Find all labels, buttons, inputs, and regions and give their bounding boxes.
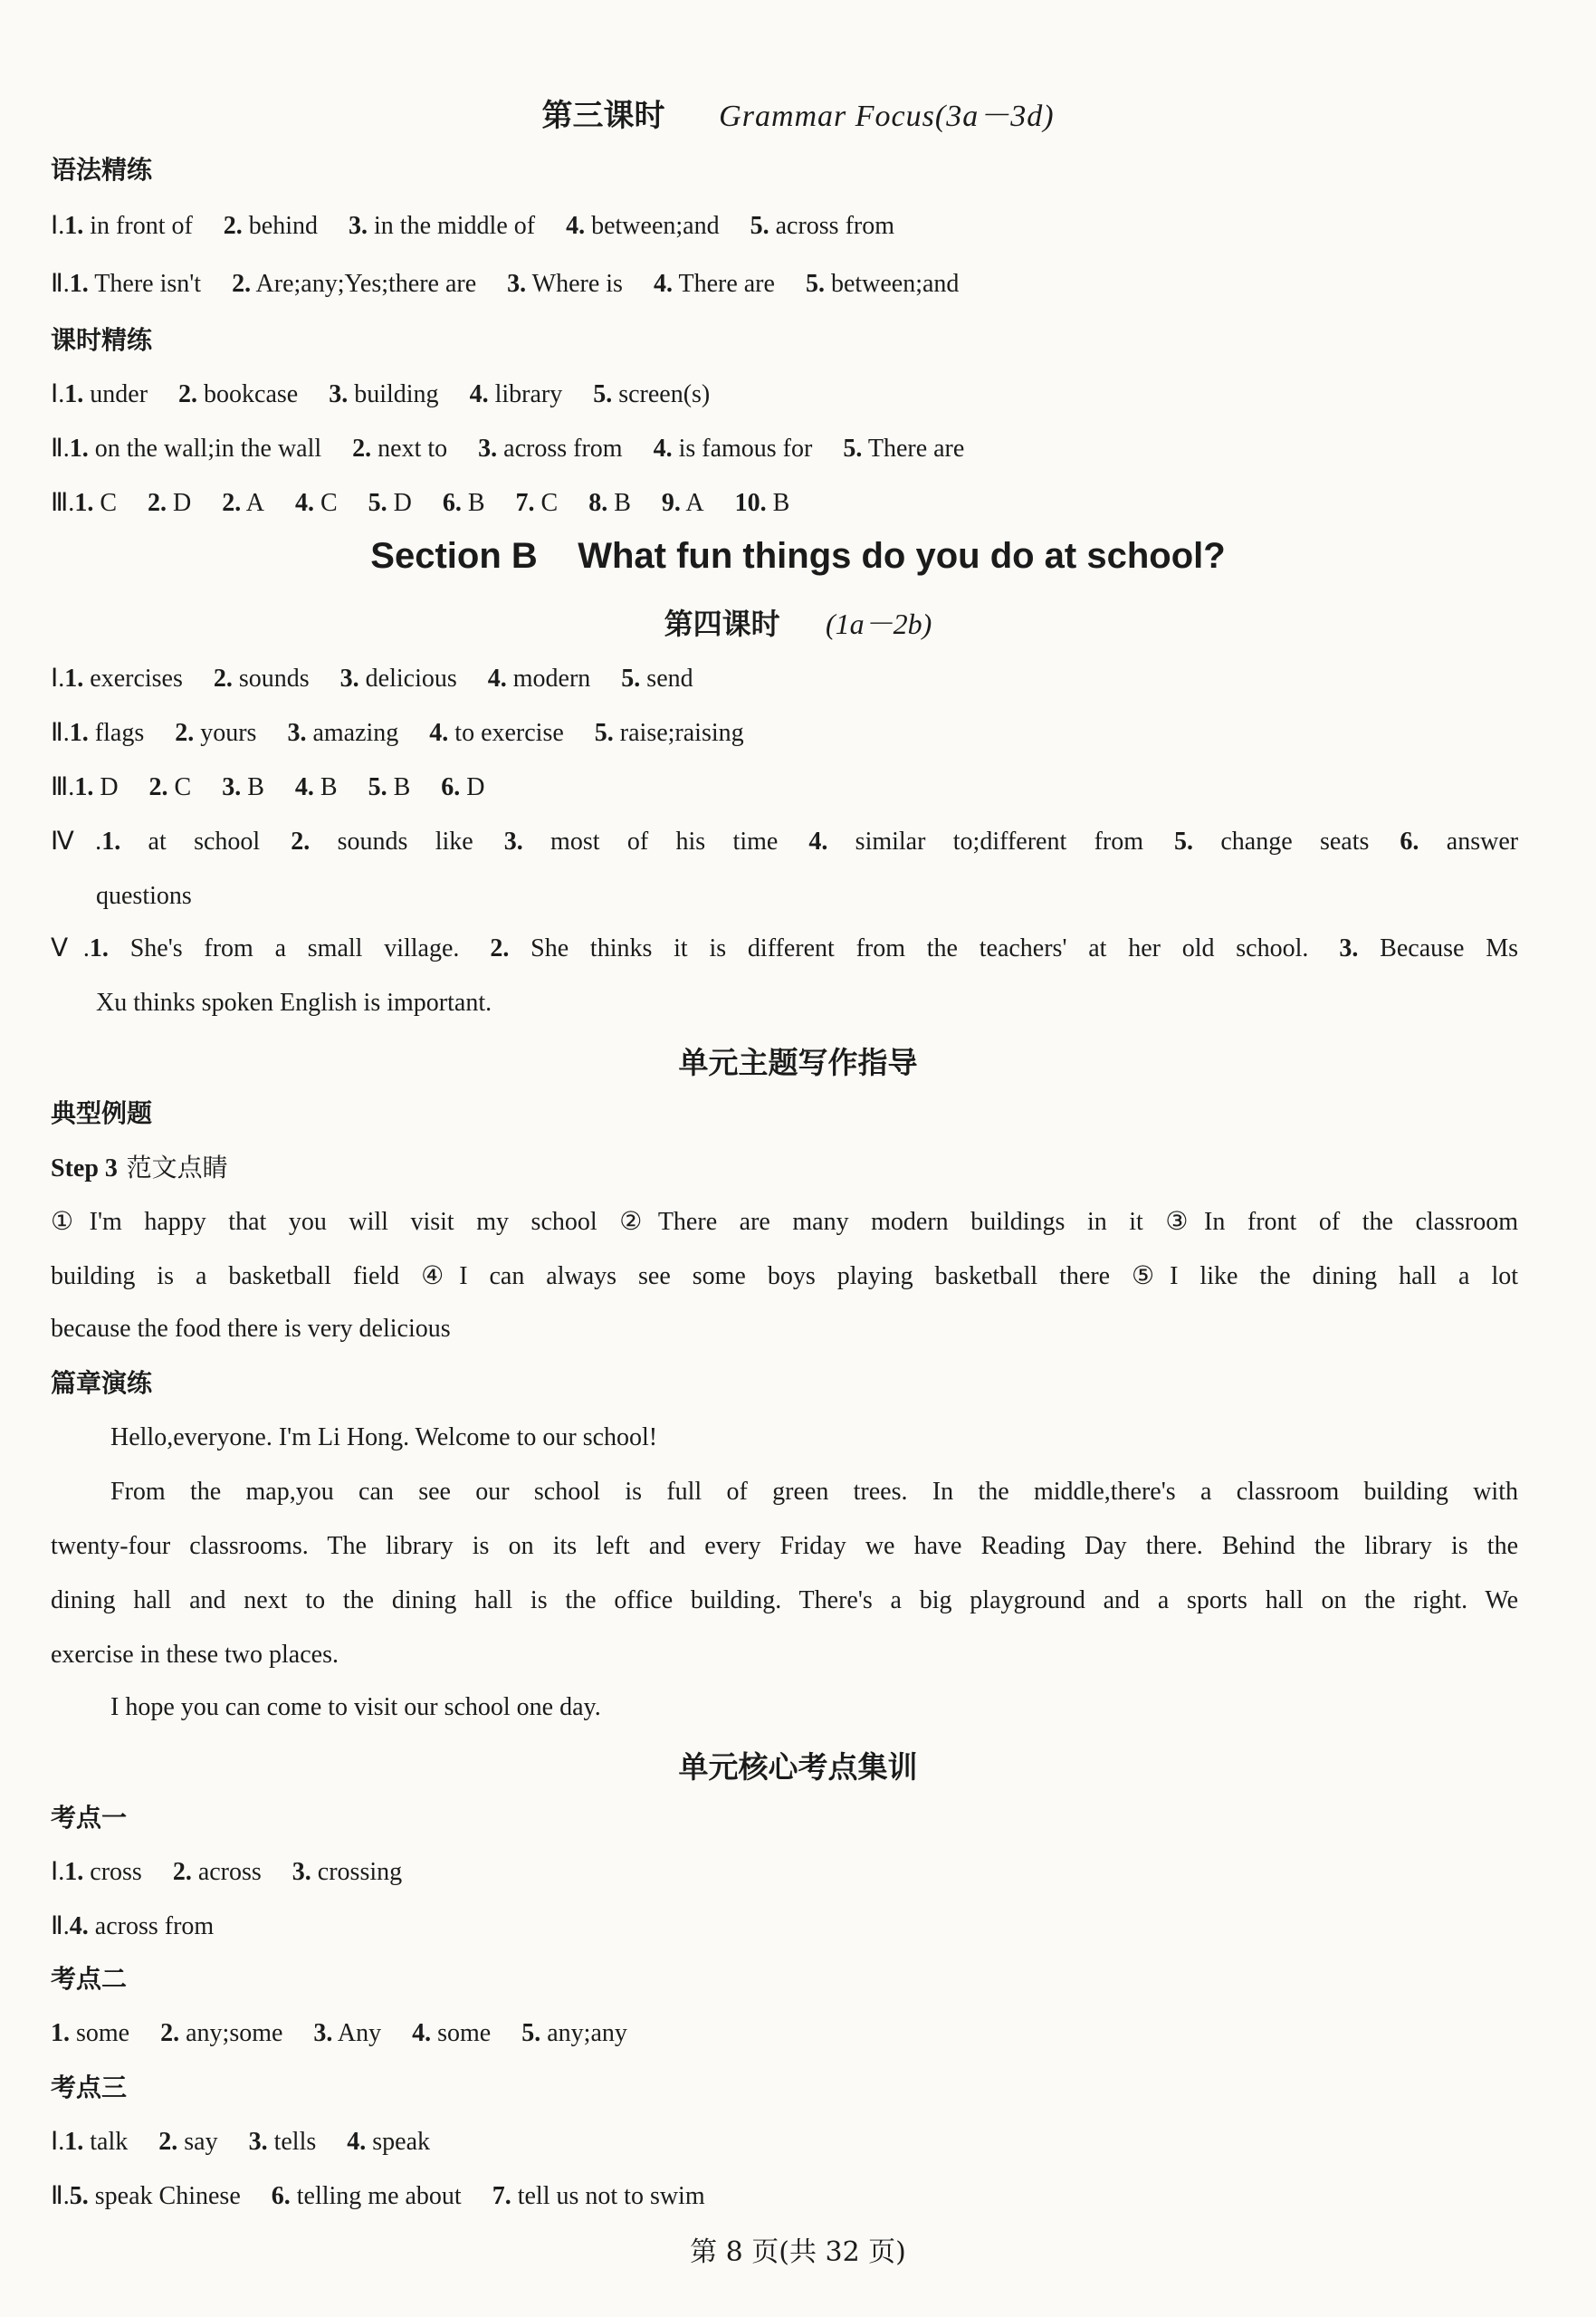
item-number: 4. [808,828,828,856]
item-answer: B [614,489,631,517]
roman-numeral: Ⅱ. [51,2182,70,2210]
item-number: 2. [172,1858,192,1886]
item-number: 1. [64,212,84,240]
core-k3-II-row [51,2180,1518,2213]
practice-heading: 课时精练 [51,325,153,355]
grammar-II-row [51,268,1518,301]
item-answer: talk [90,2128,129,2156]
item-number: 2. [352,435,372,463]
item-number: 3. [503,828,523,856]
item-answer: speak Chinese [94,2182,241,2210]
item-number: 8. [588,489,608,517]
core-k1-II-row [51,1910,1518,1943]
roman-numeral: Ⅲ. [51,773,75,801]
item-number: 2. [158,2128,178,2156]
item-number: 2. [490,934,510,962]
item-number: 1. [64,1858,84,1886]
item-number: 4. [347,2128,367,2156]
item-number: 4. [69,1912,89,1940]
item-number: 5. [1174,828,1193,856]
item-answer: Because Ms [1380,934,1518,962]
lesson4-title-cn: 第四课时 [664,607,780,641]
item-number: 1. [69,270,89,298]
item-answer: sounds [238,665,310,693]
roman-numeral: Ⅱ. [51,1912,70,1940]
roman-numeral: Ⅱ. [51,270,70,298]
item-number: 1. [64,2128,84,2156]
core-title: 单元核心考点集训 [678,1749,918,1785]
practice-I-row [51,378,1518,411]
item-answer: B [772,489,790,517]
item-number: 5. [805,270,825,298]
roman-numeral: Ⅰ. [51,2128,65,2156]
item-number: 6. [441,773,461,801]
item-answer: across from [94,1912,215,1940]
lesson4-IV-row [51,826,1518,858]
core-k1-heading: 考点一 [51,1803,128,1833]
item-answer: A [685,489,704,517]
item-number: 4. [469,380,489,408]
item-answer: any;any [547,2019,627,2047]
essay-practice-heading: 篇章演练 [51,1368,153,1398]
item-answer: B [467,489,485,517]
item-answer: library [494,380,563,408]
essay-para-1: Hello,everyone. I'm Li Hong. Welcome to our school! [110,1423,658,1451]
item-answer: send [646,665,693,693]
item-number: 1. [51,2019,70,2047]
core-k2-row [51,2017,1518,2050]
item-answer: most of his time [550,828,779,856]
item-answer: across from [775,212,894,240]
item-answer: speak [372,2128,431,2156]
item-number: 1. [89,934,109,962]
item-answer: cross [90,1858,142,1886]
essay-para-2-line-2: twenty-four classrooms. The library is on its left and every Friday we have Reading Day there. Behind the library is the [51,1532,1518,1560]
item-answer: at school [148,828,261,856]
item-number: 5. [750,212,769,240]
lesson4-title [0,601,1596,643]
practice-II-row [51,433,1518,465]
lesson4-I-row [51,663,1518,695]
item-number: 5. [368,773,387,801]
item-number: 3. [222,773,242,801]
essay-para-3: I hope you can come to visit our school one day. [110,1693,601,1721]
item-answer: B [393,773,411,801]
item-number: 7. [492,2182,511,2210]
item-number: 5. [594,719,614,747]
item-answer: behind [248,212,319,240]
item-answer: answer [1446,828,1519,856]
item-number: 9. [661,489,681,517]
example-heading: 典型例题 [51,1098,153,1128]
section-b-title: Section B What fun things do you do at school? [370,536,1226,576]
essay-para-2-line-1: From the map,you can see our school is full of green trees. In the middle,there's a classroom building with [110,1478,1518,1506]
item-answer: some [437,2019,492,2047]
lesson3-title-cn: 第三课时 [541,98,665,134]
roman-numeral: Ⅱ. [51,719,70,747]
item-answer: sounds like [337,828,473,856]
item-number: 3. [248,2128,268,2156]
step3-heading [51,1152,228,1185]
item-number: 5. [368,489,387,517]
roman-numeral: Ⅲ. [51,489,75,517]
model-line-1: ①I'm happy that you will visit my school ②There are many modern buildings in it ③In front of the classroom [51,1208,1518,1236]
lesson4-II-row [51,717,1518,750]
item-answer: D [100,773,119,801]
item-number: 5. [593,380,613,408]
item-number: 5. [621,665,641,693]
core-k3-heading: 考点三 [51,2073,128,2102]
item-answer: across [197,1858,262,1886]
item-number: 1. [74,773,94,801]
item-answer: in front of [90,212,193,240]
item-answer: yours [200,719,257,747]
roman-numeral: Ⅰ. [51,380,65,408]
item-number: 2. [160,2019,180,2047]
item-number: 10. [734,489,767,517]
item-number: 2. [232,270,252,298]
item-number: 3. [329,380,349,408]
item-answer: delicious [365,665,457,693]
item-number: 4. [653,435,673,463]
item-number: 4. [294,773,314,801]
item-number: 3. [291,1858,311,1886]
page-footer: 第 8 页(共 32 页) [690,2236,906,2268]
item-number: 2. [148,773,168,801]
item-number: 2. [148,489,167,517]
item-answer: modern [512,665,591,693]
item-number: 5. [69,2182,89,2210]
lesson4-title-en: (1a－2b) [826,608,932,640]
roman-numeral: Ⅰ. [51,665,65,693]
item-answer: Any [337,2019,382,2047]
lesson4-V-row [51,933,1518,965]
item-answer: is famous for [678,435,813,463]
item-number: 1. [64,380,84,408]
item-answer: Where is [531,270,623,298]
roman-numeral: Ⅰ. [51,212,65,240]
writing-title: 单元主题写作指导 [678,1045,918,1080]
item-answer: similar to;different from [855,828,1143,856]
item-answer: across from [503,435,623,463]
item-number: 5. [521,2019,541,2047]
roman-numeral: Ⅰ. [51,1858,65,1886]
item-answer: C [174,773,192,801]
item-number: 5. [843,435,863,463]
item-number: 1. [74,489,94,517]
item-answer: D [393,489,412,517]
lesson4-III-row [51,771,1518,804]
lesson4-IV-continuation: questions [96,882,192,910]
essay-para-2-line-3: dining hall and next to the dining hall is the office building. There's a big playground and a sports hall on the right. We [51,1586,1518,1614]
roman-numeral: Ⅳ. [51,828,102,856]
item-answer: She thinks it is different from the teachers' at her old school. [530,934,1309,962]
item-answer: C [320,489,338,517]
item-number: 4. [566,212,586,240]
essay-para-2-line-4: exercise in these two places. [51,1641,339,1669]
item-answer: to exercise [454,719,564,747]
item-answer: telling me about [296,2182,462,2210]
item-answer: crossing [317,1858,403,1886]
model-line-2: building is a basketball field ④I can always see some boys playing basketball there ⑤I like the dining hall a lot [51,1262,1518,1290]
roman-numeral: Ⅴ. [51,934,90,962]
item-answer: say [184,2128,218,2156]
item-number: 1. [69,719,89,747]
item-number: 3. [313,2019,333,2047]
model-line-3: because the food there is very delicious [51,1315,451,1343]
item-answer: screen(s) [618,380,711,408]
item-answer: in the middle of [374,212,536,240]
item-answer: some [76,2019,130,2047]
item-answer: B [320,773,338,801]
core-k2-heading: 考点二 [51,1964,128,1994]
item-number: 1. [69,435,89,463]
item-answer: between;and [830,270,960,298]
practice-III-row [51,487,1518,520]
item-answer: under [90,380,148,408]
item-answer: C [540,489,559,517]
item-number: 3. [1339,934,1359,962]
lesson3-title-en: Grammar Focus(3a－3d) [719,100,1055,133]
item-answer: exercises [90,665,183,693]
item-number: 3. [287,719,307,747]
item-answer: D [466,773,485,801]
item-answer: on the wall;in the wall [94,435,322,463]
item-answer: amazing [312,719,399,747]
item-answer: A [245,489,264,517]
item-answer: tell us not to swim [517,2182,705,2210]
item-number: 1. [101,828,121,856]
item-number: 3. [507,270,527,298]
core-k3-I-row [51,2126,1518,2159]
item-answer: flags [94,719,145,747]
grammar-heading: 语法精练 [51,155,153,185]
item-answer: bookcase [204,380,299,408]
item-answer: change seats [1220,828,1370,856]
item-number: 7. [515,489,535,517]
roman-numeral: Ⅱ. [51,435,70,463]
item-number: 2. [222,489,242,517]
item-answer: next to [377,435,448,463]
item-number: 2. [291,828,311,856]
item-number: 3. [478,435,498,463]
item-answer: any;some [186,2019,283,2047]
item-answer: building [354,380,439,408]
item-answer: between;and [591,212,720,240]
item-number: 2. [223,212,243,240]
item-number: 2. [175,719,195,747]
item-answer: raise;raising [619,719,744,747]
item-number: 6. [1400,828,1419,856]
item-answer: tells [273,2128,317,2156]
lesson3-title [0,91,1596,135]
item-number: 1. [64,665,84,693]
item-number: 6. [271,2182,291,2210]
item-answer: C [100,489,117,517]
item-answer: B [247,773,264,801]
item-number: 4. [294,489,314,517]
item-number: 4. [412,2019,432,2047]
item-number: 4. [487,665,507,693]
grammar-I-row [51,210,1518,243]
item-number: 2. [213,665,233,693]
item-number: 3. [339,665,359,693]
lesson4-V-continuation: Xu thinks spoken English is important. [96,989,492,1017]
item-answer: There isn't [94,270,202,298]
item-number: 3. [349,212,368,240]
step3-label: Step 3 [51,1154,118,1182]
item-answer: Are;any;Yes;there are [255,270,477,298]
item-number: 2. [178,380,198,408]
item-number: 6. [442,489,462,517]
item-answer: D [173,489,192,517]
item-answer: She's from a small village. [129,934,460,962]
step3-cn: 范文点睛 [126,1153,228,1182]
item-number: 4. [653,270,673,298]
item-answer: There are [678,270,775,298]
core-k1-I-row [51,1856,1518,1889]
item-answer: There are [867,435,965,463]
item-number: 4. [429,719,449,747]
